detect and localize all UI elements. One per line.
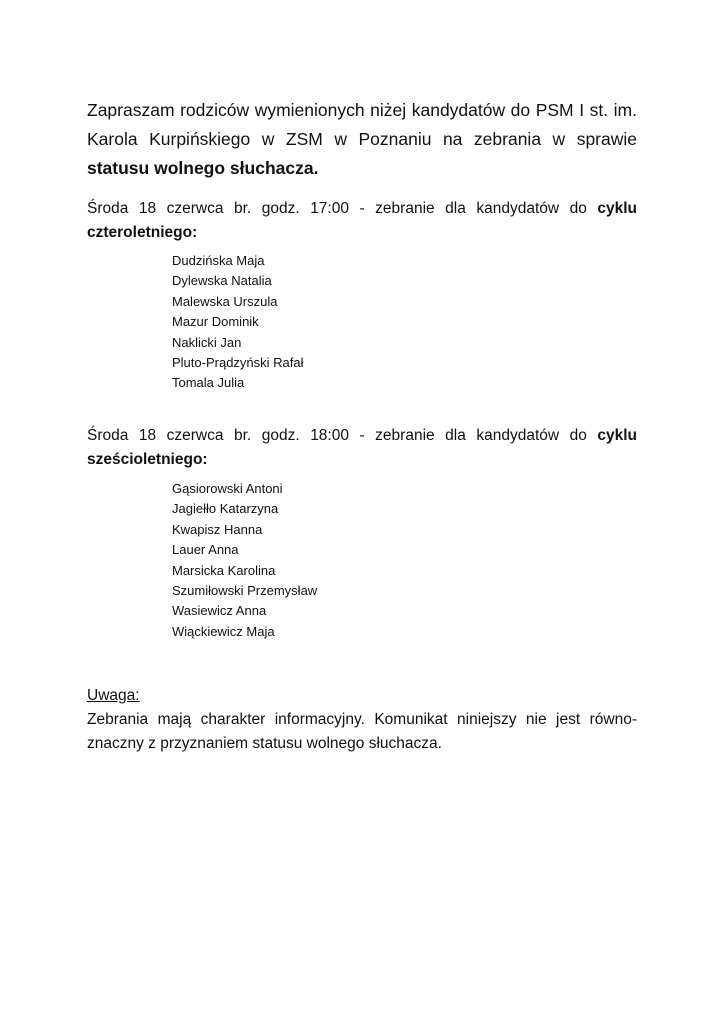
- list-item: Szumiłowski Przemysław: [172, 583, 318, 599]
- note-line: znaczny z przyznaniem statusu wolnego słuchacza.: [87, 735, 442, 752]
- list-item: Mazur Dominik: [172, 314, 259, 330]
- candidate-list-four-year: [172, 251, 304, 394]
- session-heading-line: [87, 197, 637, 221]
- list-item: Wiąckiewicz Maja: [172, 623, 275, 639]
- note-title: Uwaga:: [87, 687, 140, 704]
- list-item: Gąsiorowski Antoni: [172, 481, 283, 496]
- session-heading-six-year: [87, 424, 637, 472]
- session-heading-cycle: czteroletniego:: [87, 224, 198, 241]
- session-heading-four-year: [87, 197, 637, 245]
- session-heading-cycle: sześcioletniego:: [87, 451, 208, 468]
- list-item: Marsicka Karolina: [172, 562, 276, 578]
- list-item: Pluto-Prądzyński Rafał: [172, 355, 304, 371]
- note-section: [87, 684, 637, 756]
- intro-line: Zapraszam rodziców wymienionych niżej kandydatów do PSM I st. im.: [87, 100, 637, 120]
- list-item: Kwapisz Hanna: [172, 521, 263, 537]
- session-heading-bold: cyklu: [597, 200, 637, 217]
- session-heading-text: Środa 18 czerwca br. godz. 17:00 - zebranie dla kandydatów do: [87, 200, 598, 217]
- intro-paragraph: [87, 96, 637, 183]
- list-item: Tomala Julia: [172, 375, 245, 391]
- intro-bold-line: statusu wolnego słuchacza.: [87, 158, 319, 178]
- list-item: Lauer Anna: [172, 542, 239, 558]
- list-item: Wasiewicz Anna: [172, 603, 267, 619]
- list-item: Dudzińska Maja: [172, 253, 265, 268]
- list-item: Dylewska Natalia: [172, 273, 272, 289]
- session-heading-text: Środa 18 czerwca br. godz. 18:00 - zebranie dla kandydatów do: [87, 427, 598, 444]
- session-heading-line: [87, 424, 637, 448]
- candidate-list-six-year: [172, 479, 317, 642]
- session-heading-bold: cyklu: [597, 427, 637, 444]
- list-item: Naklicki Jan: [172, 334, 242, 350]
- list-item: Jagiełło Katarzyna: [172, 501, 279, 517]
- intro-line: Karola Kurpińskiego w ZSM w Poznaniu na zebrania w sprawie: [87, 129, 637, 149]
- list-item: Malewska Urszula: [172, 293, 278, 309]
- note-line: Zebrania mają charakter informacyjny. Komunikat niniejszy nie jest równo-: [87, 711, 637, 728]
